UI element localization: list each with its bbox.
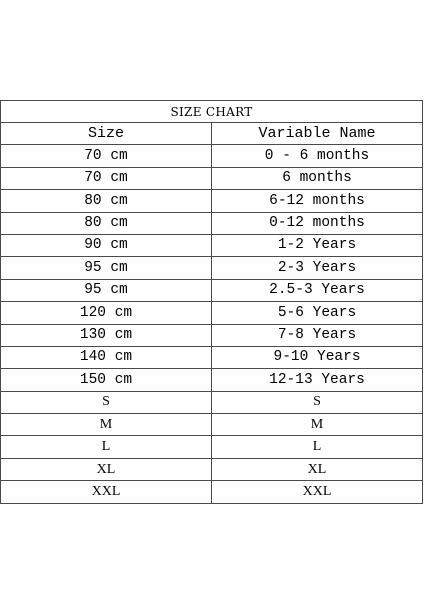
table-row bbox=[1, 145, 423, 167]
size-cell: 70 cm bbox=[1, 145, 212, 167]
variable-name-cell: M bbox=[212, 414, 423, 436]
table-row bbox=[1, 414, 423, 436]
chart-title: SIZE CHART bbox=[1, 101, 423, 123]
size-cell: XXL bbox=[1, 481, 212, 503]
table-row bbox=[1, 369, 423, 391]
size-chart-table bbox=[0, 100, 423, 504]
table-row bbox=[1, 481, 423, 503]
table-row bbox=[1, 391, 423, 413]
size-cell: 95 cm bbox=[1, 279, 212, 301]
size-cell: 150 cm bbox=[1, 369, 212, 391]
variable-name-cell: 2.5-3 Years bbox=[212, 279, 423, 301]
title-row bbox=[1, 101, 423, 123]
variable-name-cell: 9-10 Years bbox=[212, 346, 423, 368]
variable-name-cell: 5-6 Years bbox=[212, 302, 423, 324]
variable-name-cell: 12-13 Years bbox=[212, 369, 423, 391]
size-cell: 90 cm bbox=[1, 234, 212, 256]
header-row bbox=[1, 123, 423, 145]
variable-name-cell: XXL bbox=[212, 481, 423, 503]
table-row bbox=[1, 458, 423, 480]
variable-name-cell: 1-2 Years bbox=[212, 234, 423, 256]
size-chart-body bbox=[1, 101, 423, 504]
size-cell: 95 cm bbox=[1, 257, 212, 279]
table-row bbox=[1, 279, 423, 301]
size-cell: 70 cm bbox=[1, 167, 212, 189]
table-row bbox=[1, 324, 423, 346]
table-row bbox=[1, 234, 423, 256]
table-row bbox=[1, 212, 423, 234]
variable-name-cell: L bbox=[212, 436, 423, 458]
table-row bbox=[1, 436, 423, 458]
size-column-header: Size bbox=[1, 123, 212, 145]
variable-name-cell: XL bbox=[212, 458, 423, 480]
variable-name-cell: 6 months bbox=[212, 167, 423, 189]
size-cell: 140 cm bbox=[1, 346, 212, 368]
table-row bbox=[1, 346, 423, 368]
size-cell: 80 cm bbox=[1, 190, 212, 212]
variable-name-column-header: Variable Name bbox=[212, 123, 423, 145]
variable-name-cell: 7-8 Years bbox=[212, 324, 423, 346]
table-row bbox=[1, 167, 423, 189]
table-row bbox=[1, 257, 423, 279]
size-cell: 120 cm bbox=[1, 302, 212, 324]
size-cell: S bbox=[1, 391, 212, 413]
size-cell: L bbox=[1, 436, 212, 458]
variable-name-cell: 2-3 Years bbox=[212, 257, 423, 279]
variable-name-cell: 6-12 months bbox=[212, 190, 423, 212]
table-row bbox=[1, 190, 423, 212]
size-cell: 130 cm bbox=[1, 324, 212, 346]
size-cell: M bbox=[1, 414, 212, 436]
variable-name-cell: S bbox=[212, 391, 423, 413]
size-cell: XL bbox=[1, 458, 212, 480]
variable-name-cell: 0 - 6 months bbox=[212, 145, 423, 167]
variable-name-cell: 0-12 months bbox=[212, 212, 423, 234]
size-cell: 80 cm bbox=[1, 212, 212, 234]
table-row bbox=[1, 302, 423, 324]
